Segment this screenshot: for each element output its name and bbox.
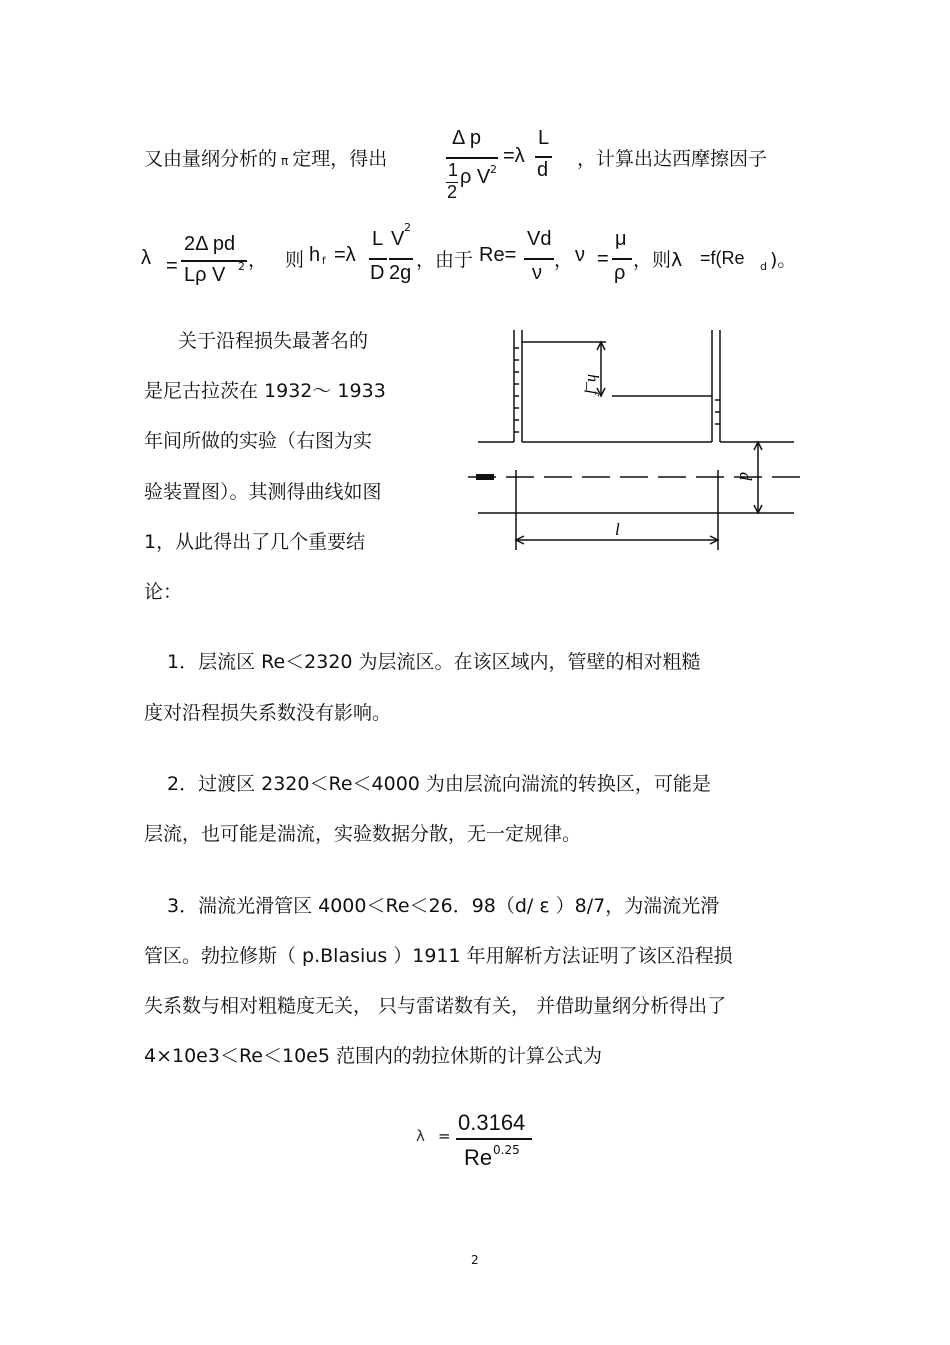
eq2-num: 2Δ pd [184,233,236,255]
intro-line-1: 关于沿程损失最著名的 [178,330,369,352]
ld-den: D [370,262,385,284]
v2-den: 2g [389,262,412,284]
eq1-ld-bar [535,156,552,158]
vd-bar [524,258,554,260]
item1-line2: 度对沿程损失系数没有影响。 [144,702,392,724]
comma2: ， [554,249,574,271]
eq1-fraction-bar [446,157,498,159]
item1-line1: 1．层流区 Re＜2320 为层流区。在该区域内，管壁的相对粗糙 [167,651,701,673]
item3-line2: 管区。勃拉修斯（ p.Blasius ）1911 年用解析方法证明了该区沿程损 [144,945,733,967]
func-end: )。 [770,249,797,271]
vd-den: ν [532,262,542,284]
item2-line1: 2．过渡区 2320＜Re＜4000 为由层流向湍流的转换区，可能是 [167,773,711,795]
eq1-eq-lambda: =λ [503,145,525,167]
func: =f(Re [700,248,745,268]
rho-den: ρ [614,262,626,284]
hf-h: h [309,244,321,266]
eq2-den: Lρ V [184,264,226,286]
vd-num: Vd [527,228,552,250]
eq1-numerator: Δ p [452,127,481,149]
diagram-label-hf: h_f [584,374,601,395]
diagram-label-l: l [615,520,620,539]
intro-line-4: 验装置图）。其测得曲线如图 [144,481,382,503]
hf-sub: f [322,256,326,267]
blasius-bar [456,1138,532,1140]
item3-line3: 失系数与相对粗糙度无关， 只与雷诺数有关， 并借助量纲分析得出了 [144,995,727,1017]
eq2-comma: ， [248,249,268,271]
blasius-lambda: λ [416,1127,425,1145]
line1-suffix: ，计算出达西摩擦因子 [577,148,768,170]
blasius-eq: = [438,1127,451,1145]
ld-num: L [372,228,384,250]
eq1-l: L [538,127,550,149]
blasius-den: Re [464,1145,493,1170]
eq1-d: d [537,159,549,181]
ld-bar [369,258,387,260]
page-number: 2 [471,1253,479,1267]
v2-exp: 2 [404,221,411,234]
intro-line-2: 是尼古拉茨在 1932～ 1933 [144,380,386,402]
intro-line-6: 论： [144,581,183,603]
blasius-num: 0.3164 [458,1110,526,1135]
eq2-lambda: λ [141,247,151,269]
intro-line-5: 1，从此得出了几个重要结 [144,531,366,553]
since-label: ，由于 [416,249,474,271]
eq1-den-two: 2 [447,182,458,202]
hf-eq-lambda: =λ [334,244,356,266]
apparatus-diagram [466,330,806,555]
item3-line4: 4×10e3＜Re＜10e5 范围内的勃拉休斯的计算公式为 [144,1045,602,1067]
eq2-eq: = [166,255,178,277]
eq1-den-one: 1 [448,160,459,180]
mu-num: μ [615,228,627,250]
nu: ν [575,244,585,266]
mu-bar [612,258,632,260]
then2: ，则λ [633,249,683,271]
blasius-den-exp: 0.25 [493,1143,520,1157]
func-sub: d [760,260,767,273]
item2-line2: 层流，也可能是湍流，实验数据分散，无一定规律。 [144,823,582,845]
v2-bar [389,258,413,260]
eq2-den-exp: 2 [238,260,245,273]
line1-prefix: 又由量纲分析的 π 定理，得出 [144,148,388,170]
diagram-label-d: d [736,472,755,481]
then-label: 则 [285,249,305,271]
item3-line1: 3．湍流光滑管区 4000＜Re＜26．98（d/ ε ）8/7，为湍流光滑 [167,895,720,917]
re-eq: Re= [479,244,517,266]
intro-line-3: 年间所做的实验（右图为实 [144,430,373,452]
v2-num: V [391,228,405,250]
eq1-den-rest: ρ V [460,166,491,188]
eq1-exp: 2 [490,163,497,176]
nu-eq: = [597,248,609,270]
